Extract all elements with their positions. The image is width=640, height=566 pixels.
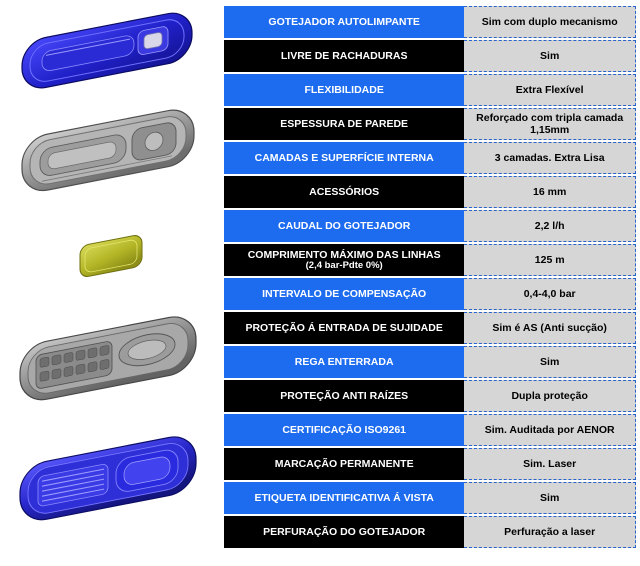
- table-row: [224, 40, 636, 72]
- spec-label: PROTEÇÃO ANTI RAÍZES: [224, 380, 464, 412]
- specification-table: [224, 4, 636, 550]
- part-membrane-olive: [70, 228, 160, 293]
- table-row: [224, 448, 636, 480]
- spec-label: GOTEJADOR AUTOLIMPANTE: [224, 6, 464, 38]
- spec-label: CAUDAL DO GOTEJADOR: [224, 210, 464, 242]
- spec-label: PERFURAÇÃO DO GOTEJADOR: [224, 516, 464, 548]
- table-row: [224, 482, 636, 514]
- table-row: [224, 176, 636, 208]
- body-housing-grey-icon: [12, 105, 212, 215]
- spec-value: Sim: [464, 482, 636, 514]
- table-row: [224, 278, 636, 310]
- labyrinth-plate-grey-icon: [12, 310, 212, 422]
- spec-value: Sim com duplo mecanismo: [464, 6, 636, 38]
- spec-label: REGA ENTERRADA: [224, 346, 464, 378]
- product-diagram: [0, 0, 222, 566]
- spec-value-main: Reforçado com tripla camada: [476, 111, 624, 124]
- spec-label: MARCAÇÃO PERMANENTE: [224, 448, 464, 480]
- part-labyrinth-plate-grey: [12, 310, 212, 427]
- spec-value: 3 camadas. Extra Lisa: [464, 142, 636, 174]
- spec-label: ESPESSURA DE PAREDE: [224, 108, 464, 140]
- spec-label: INTERVALO DE COMPENSAÇÃO: [224, 278, 464, 310]
- table-row: [224, 210, 636, 242]
- base-plate-blue-icon: [12, 430, 212, 542]
- spec-label: CERTIFICAÇÃO ISO9261: [224, 414, 464, 446]
- spec-value: Dupla proteção: [464, 380, 636, 412]
- table-row: [224, 108, 636, 140]
- membrane-olive-icon: [70, 228, 160, 288]
- spec-value: [464, 108, 636, 140]
- part-top-cover-blue: [12, 8, 212, 109]
- table-row: [224, 74, 636, 106]
- table-row: [224, 244, 636, 276]
- spec-value: Sim. Auditada por AENOR: [464, 414, 636, 446]
- top-cover-blue-icon: [12, 8, 212, 104]
- spec-value: Sim: [464, 346, 636, 378]
- spec-value: 0,4-4,0 bar: [464, 278, 636, 310]
- spec-label: CAMADAS E SUPERFÍCIE INTERNA: [224, 142, 464, 174]
- spec-value: Extra Flexível: [464, 74, 636, 106]
- spec-value: Sim: [464, 40, 636, 72]
- spec-label: FLEXIBILIDADE: [224, 74, 464, 106]
- table-row: [224, 312, 636, 344]
- table-row: [224, 142, 636, 174]
- spec-value: 2,2 l/h: [464, 210, 636, 242]
- spec-value: Sim. Laser: [464, 448, 636, 480]
- table-row: [224, 414, 636, 446]
- spec-value: Sim é AS (Anti sucção): [464, 312, 636, 344]
- spec-label: ETIQUETA IDENTIFICATIVA Á VISTA: [224, 482, 464, 514]
- spec-label-sub: (2,4 bar-Pdte 0%): [305, 259, 383, 271]
- part-body-housing-grey: [12, 105, 212, 220]
- table-row: [224, 380, 636, 412]
- spec-value: 125 m: [464, 244, 636, 276]
- spec-label: ACESSÓRIOS: [224, 176, 464, 208]
- spec-label: [224, 244, 464, 276]
- spec-value: 16 mm: [464, 176, 636, 208]
- part-base-plate-blue: [12, 430, 212, 547]
- spec-label-main: COMPRIMENTO MÁXIMO DAS LINHAS: [247, 248, 441, 261]
- table-row: [224, 346, 636, 378]
- spec-label: PROTEÇÃO Á ENTRADA DE SUJIDADE: [224, 312, 464, 344]
- spec-value: Perfuração a laser: [464, 516, 636, 548]
- table-row: [224, 516, 636, 548]
- spec-value-sub: 1,15mm: [530, 124, 570, 136]
- table-row: [224, 6, 636, 38]
- spec-label: LIVRE DE RACHADURAS: [224, 40, 464, 72]
- specification-table-body: [224, 6, 636, 548]
